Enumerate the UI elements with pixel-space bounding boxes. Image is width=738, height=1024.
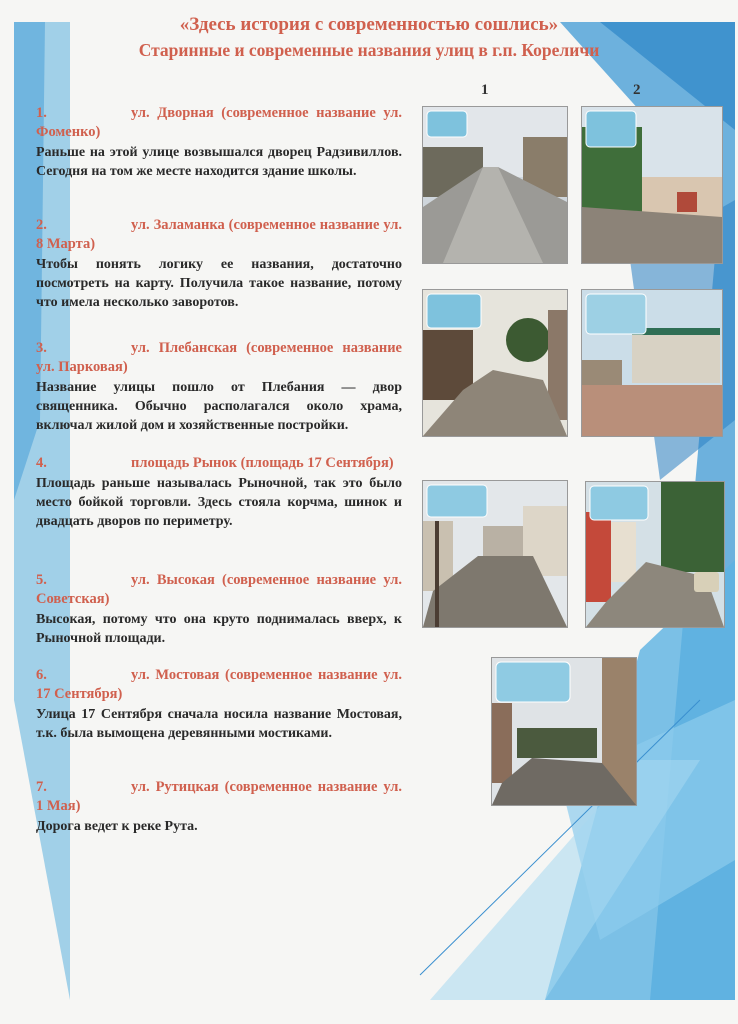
entry-7 <box>36 778 402 836</box>
entry-3 <box>36 339 402 435</box>
entry-text: Раньше на этой улице возвышался дворец Радзивиллов. Сегодня на том же месте находится здание школы. <box>36 145 402 179</box>
entry-text: Улица 17 Сентября сначала носила название Мостовая, т.к. была вымощена деревянными мостиками. <box>36 707 402 741</box>
entry-heading <box>36 778 402 816</box>
column-label-2: 2 <box>633 82 641 98</box>
street-photo-old-3 <box>422 480 568 628</box>
entry-heading <box>36 339 402 377</box>
entry-title: ул. Высокая (современное название ул. Советская) <box>36 572 402 607</box>
entry-number: 4. <box>36 455 47 471</box>
street-photo-new-1 <box>581 106 723 264</box>
street-photo-new-2 <box>581 289 723 437</box>
street-photo-single <box>491 657 637 806</box>
entry-4 <box>36 454 402 531</box>
entry-text: Название улицы пошло от Плебания — двор священника. Обычно располагался около храма, включал жилой дом и хозяйственные постройки. <box>36 380 402 433</box>
entry-5 <box>36 571 402 648</box>
entry-heading <box>36 104 402 142</box>
entry-2 <box>36 216 402 312</box>
entry-text: Площадь раньше называлась Рыночной, так это было место бойкой торговли. Здесь стояла корчма, шинок и двадцать дворов по периметру. <box>36 476 402 529</box>
page-title: «Здесь история с современностью сошлись» <box>179 14 559 35</box>
entry-title: ул. Заламанка (современное название ул. 8 Марта) <box>36 217 402 252</box>
entry-number: 3. <box>36 340 47 356</box>
entry-heading <box>36 571 402 609</box>
entry-number: 6. <box>36 667 47 683</box>
entry-text: Высокая, потому что она круто поднималась вверх, к Рыночной площади. <box>36 612 402 646</box>
entry-title: ул. Плебанская (современное название ул. Парковая) <box>36 340 402 375</box>
entry-number: 5. <box>36 572 47 588</box>
entry-heading <box>36 454 402 473</box>
entry-heading <box>36 216 402 254</box>
entry-title: ул. Мостовая (современное название ул. 17 Сентября) <box>36 667 402 702</box>
entry-title: ул. Дворная (современное название ул. Фоменко) <box>36 105 402 140</box>
street-photo-old-1 <box>422 106 568 264</box>
page-subtitle: Старинные и современные названия улиц в г.п. Кореличи <box>138 40 600 60</box>
entry-title: ул. Рутицкая (современное название ул. 1 Мая) <box>36 779 402 814</box>
entry-text: Дорога ведет к реке Рута. <box>36 819 198 834</box>
entry-text: Чтобы понять логику ее названия, достаточно посмотреть на карту. Получила такое название, потому что имела несколько заворотов. <box>36 257 402 310</box>
entry-number: 7. <box>36 779 47 795</box>
entry-title: площадь Рынок (площадь 17 Сентября) <box>131 455 394 471</box>
entry-1 <box>36 104 402 181</box>
entry-number: 1. <box>36 105 47 121</box>
street-photo-new-3 <box>585 481 725 628</box>
entry-number: 2. <box>36 217 47 233</box>
entry-6 <box>36 666 402 743</box>
street-photo-old-2 <box>422 289 568 437</box>
column-label-1: 1 <box>481 82 489 98</box>
entry-heading <box>36 666 402 704</box>
